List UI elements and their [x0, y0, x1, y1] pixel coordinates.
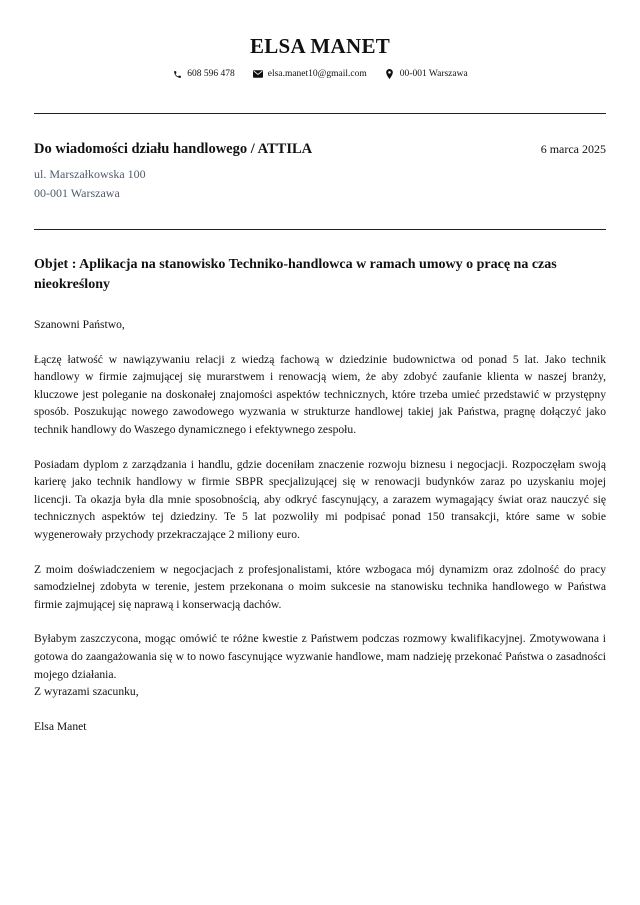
paragraph-2: Posiadam dyplom z zarządzania i handlu, gdzie doceniłam znaczenie rozwoju biznesu i negocjacji. Rozpoczęłam swoją karierę jako technik handlowy w firmie SBPR specjalizującej się w renowacji budynków zaraz po uzyskaniu mojej licencji. Ta okazja była dla mnie sposobnością, aby odkryć fascynujący, a zarazem wymagający świat oraz nauczyć się technicznych aspektów tej dziedziny. Te 5 lat pozwoliły mi podpisać ponad 150 transakcji, które same w sobie wygenerowały przychody przekraczające 2 miliony euro. [34, 457, 606, 541]
recipient-city: 00-001 Warszawa [34, 186, 120, 200]
recipient-title: Do wiadomości działu handlowego / ATTILA [34, 141, 313, 157]
applicant-name: ELSA MANET [249, 34, 391, 58]
mail-icon [253, 69, 263, 79]
paragraph-4: Byłabym zaszczycona, mogąc omówić te różne kwestie z Państwem podczas rozmowy kwalifikacyjnej. Zmotywowana i gotowa do zaangażowania się w to nowo fascynujące wyzwanie handlowe, mam nadzieję przekonać Państwa o zasadności mojego działania. [34, 632, 606, 681]
signature: Elsa Manet [34, 719, 87, 733]
paragraph-3: Z moim doświadczeniem w negocjacjach z profesjonalistami, które wzbogaca mój dynamizm oraz zdolność do pracy samodzielnej zdobyta w terenie, jestem przekonana o moim sukcesie na stanowisku technika handlowego w Państwa firmie zajmującej się naprawą i konserwacją dachów. [34, 562, 606, 611]
recipient-address [34, 165, 146, 203]
contact-email [253, 68, 367, 80]
letter-date: 6 marca 2025 [540, 142, 606, 156]
recipient-street: ul. Marszałkowska 100 [34, 167, 146, 181]
salutation: Szanowni Państwo, [34, 318, 125, 331]
location-text: 00-001 Warszawa [399, 69, 468, 79]
divider-top [34, 113, 606, 114]
contact-phone [172, 68, 235, 80]
letter-subject: Objet : Aplikacja na stanowisko Techniko-handlowca w ramach umowy o pracę na czas nieokreślony [34, 257, 557, 292]
contact-location [385, 68, 468, 80]
contact-bar [0, 68, 640, 80]
location-pin-icon [385, 69, 395, 79]
phone-number: 608 596 478 [187, 69, 235, 79]
letter-body [34, 316, 606, 735]
closing-phrase: Z wyrazami szacunku, [34, 685, 139, 699]
divider-middle [34, 229, 606, 230]
paragraph-1: Łączę łatwość w nawiązywaniu relacji z wiedzą fachową w dziedzinie budownictwa od ponad 5 lat. Jako technik handlowy w firmie zajmującej się murarstwem i renowacją wiem, że aby zdobyć zaufanie klienta w naszej branży, kluczowe jest poleganie na doskonałej znajomości aspektów technicznych, które trzeba umieć przedstawić w przystępny sposób. Poszukując nowego zawodowego wyzwania w strukturze handlowej takiej jak Państwa, pragnę dołączyć jako technik handlowy do Waszego dynamicznego i efektywnego zespołu. [34, 352, 606, 436]
phone-icon [172, 69, 182, 79]
email-address: elsa.manet10@gmail.com [267, 69, 367, 79]
